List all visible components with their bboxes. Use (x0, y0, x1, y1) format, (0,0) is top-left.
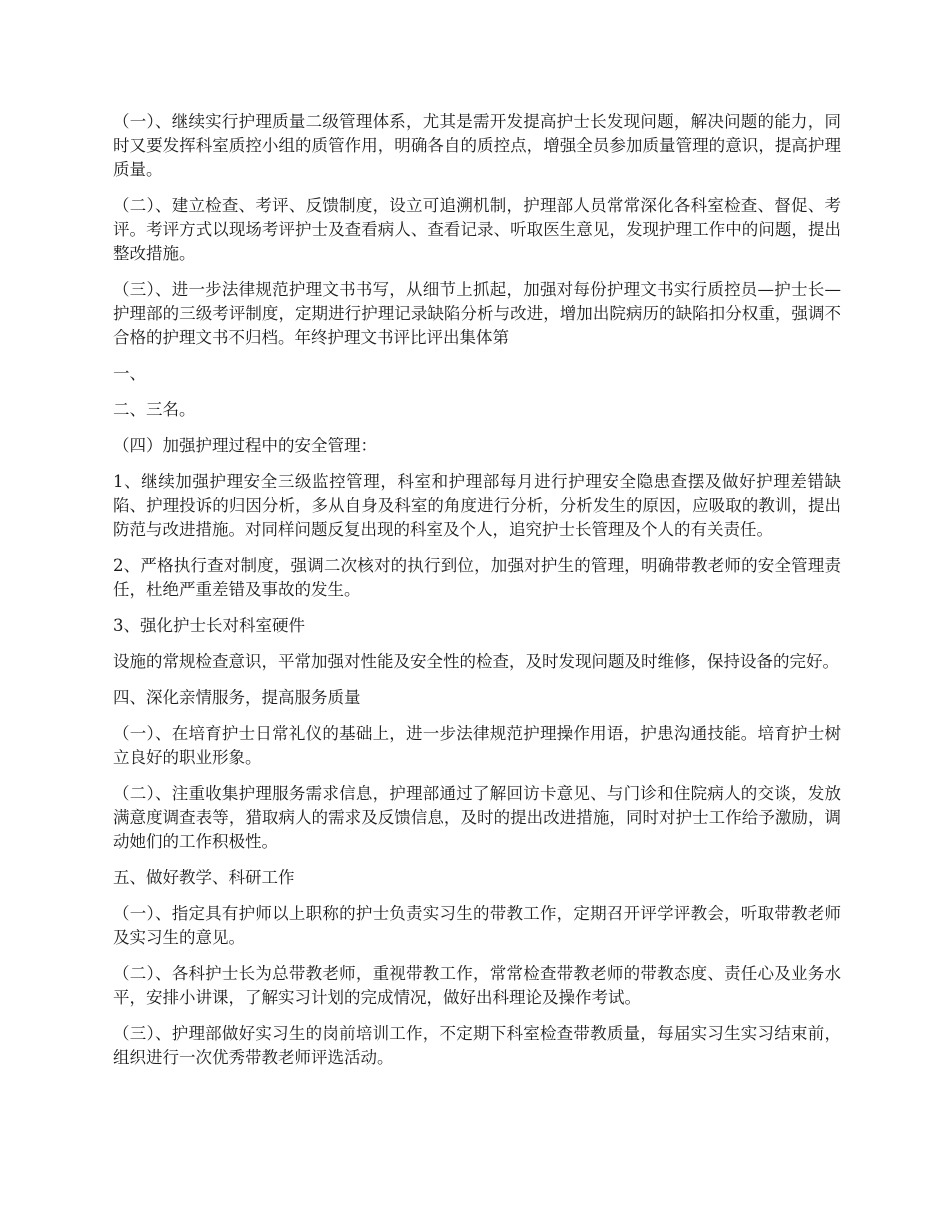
paragraph-check-system: 2、严格执行查对制度，强调二次核对的执行到位，加强对护生的管理，明确带教老师的安全管理责任，杜绝严重差错及事故的发生。 (113, 556, 841, 599)
document-body (113, 110, 841, 1082)
heading-safety-management: （四）加强护理过程中的安全管理： (113, 436, 377, 455)
paragraph-service-feedback: （二）、注重收集护理服务需求信息，护理部通过了解回访卡意见、与门诊和住院病人的交谈，发放满意度调查表等，猎取病人的需求及反馈信息，及时的提出改进措施，同时对护士工作给予激励，调动她们的工作积极性。 (113, 784, 841, 851)
paragraph-pre-job-training: （三）、护理部做好实习生的岗前培训工作，不定期下科室检查带教质量，每届实习生实习结束前，组织进行一次优秀带教老师评选活动。 (113, 1024, 841, 1067)
paragraph-fragment-two-three: 二、三名。 (113, 400, 196, 419)
paragraph-etiquette-training: （一）、在培育护士日常礼仪的基础上，进一步法律规范护理操作用语，护患沟通技能。培育护士树立良好的职业形象。 (113, 724, 841, 767)
paragraph-nursing-documents: （三）、进一步法律规范护理文书书写，从细节上抓起，加强对每份护理文书实行质控员—护士长—护理部的三级考评制度，定期进行护理记录缺陷分析与改进，增加出院病历的缺陷扣分权重，强调不合格的护理文书不归档。年终护理文书评比评出集体第 (113, 280, 841, 347)
paragraph-safety-monitoring: 1、继续加强护理安全三级监控管理，科室和护理部每月进行护理安全隐患查摆及做好护理差错缺陷、护理投诉的归因分析，多从自身及科室的角度进行分析，分析发生的原因，应吸取的教训，提出防范与改进措施。对同样问题反复出现的科室及个人，追究护士长管理及个人的有关责任。 (113, 472, 841, 539)
paragraph-hardware-heading: 3、强化护士长对科室硬件 (113, 616, 305, 635)
paragraph-head-nurse-teaching: （二）、各科护士长为总带教老师，重视带教工作，常常检查带教老师的带教态度、责任心及业务水平，安排小讲课，了解实习计划的完成情况，做好出科理论及操作考试。 (113, 964, 841, 1007)
heading-teaching-research: 五、做好教学、科研工作 (113, 868, 295, 887)
heading-service-quality: 四、深化亲情服务，提高服务质量 (113, 688, 361, 707)
paragraph-quality-management: （一）、继续实行护理质量二级管理体系，尤其是需开发提高护士长发现问题，解决问题的能力，同时又要发挥科室质控小组的质管作用，明确各自的质控点，增强全员参加质量管理的意识，提高护理质量。 (113, 112, 841, 179)
paragraph-fragment-one: 一、 (113, 364, 146, 383)
paragraph-intern-teaching: （一）、指定具有护师以上职称的护士负责实习生的带教工作，定期召开评学评教会，听取带教老师及实习生的意见。 (113, 904, 841, 947)
paragraph-equipment-check: 设施的常规检查意识，平常加强对性能及安全性的检查，及时发现问题及时维修，保持设备的完好。 (113, 652, 839, 671)
paragraph-inspection-system: （二）、建立检查、考评、反馈制度，设立可追溯机制，护理部人员常常深化各科室检查、督促、考评。考评方式以现场考评护士及查看病人、查看记录、听取医生意见，发现护理工作中的问题，提出整改措施。 (113, 196, 841, 263)
